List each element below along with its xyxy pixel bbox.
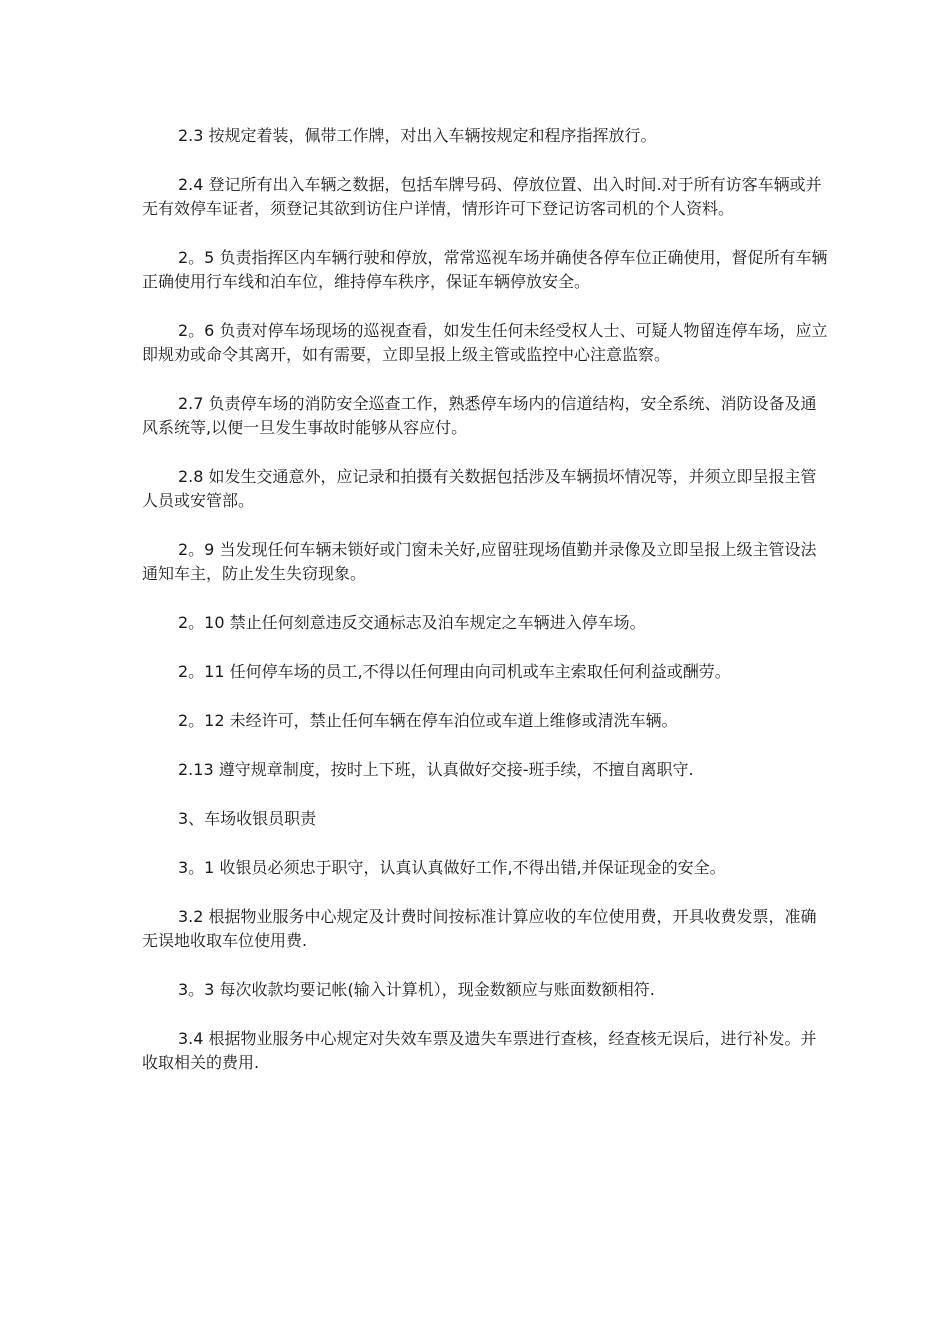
paragraph-2-10: 2。10 禁止任何刻意违反交通标志及泊车规定之车辆进入停车场。 bbox=[178, 613, 646, 632]
paragraph-3-2: 3.2 根据物业服务中心规定及计费时间按标准计算应收的车位使用费，开具收费发票，准确无误地收取车位使用费. bbox=[142, 907, 817, 950]
paragraph-2-3: 2.3 按规定着装，佩带工作牌，对出入车辆按规定和程序指挥放行。 bbox=[178, 126, 657, 145]
document-body bbox=[142, 124, 830, 1100]
paragraph-2-4: 2.4 登记所有出入车辆之数据，包括车牌号码、停放位置、出入时间.对于所有访客车辆或并无有效停车证者，须登记其欲到访住户详情，情形许可下登记访客司机的个人资料。 bbox=[142, 175, 822, 218]
paragraph-2-8: 2.8 如发生交通意外，应记录和拍摄有关数据包括涉及车辆损坏情况等，并须立即呈报主管人员或安管部。 bbox=[142, 467, 817, 510]
paragraph-2-9: 2。9 当发现任何车辆未锁好或门窗未关好,应留驻现场值勤并录像及立即呈报上级主管设法通知车主，防止发生失窃现象。 bbox=[142, 540, 817, 583]
paragraph-3-4: 3.4 根据物业服务中心规定对失效车票及遗失车票进行查核，经查核无误后，进行补发。并收取相关的费用. bbox=[142, 1029, 817, 1072]
paragraph-3-3: 3。3 每次收款均要记帐(输入计算机），现金数额应与账面数额相符. bbox=[178, 980, 655, 999]
paragraph-2-5: 2。5 负责指挥区内车辆行驶和停放，常常巡视车场并确使各停车位正确使用，督促所有车辆正确使用行车线和泊车位，维持停车秩序，保证车辆停放安全。 bbox=[142, 248, 828, 291]
paragraph-2-11: 2。11 任何停车场的员工,不得以任何理由向司机或车主索取任何利益或酬劳。 bbox=[178, 662, 731, 681]
paragraph-2-6: 2。6 负责对停车场现场的巡视查看，如发生任何未经受权人士、可疑人物留连停车场，应立即规劝或命令其离开，如有需要，立即呈报上级主管或监控中心注意监察。 bbox=[142, 321, 828, 364]
paragraph-2-7: 2.7 负责停车场的消防安全巡查工作，熟悉停车场内的信道结构，安全系统、消防设备及通风系统等,以便一旦发生事故时能够从容应付。 bbox=[142, 394, 817, 437]
paragraph-2-12: 2。12 未经许可，禁止任何车辆在停车泊位或车道上维修或清洗车辆。 bbox=[178, 711, 678, 730]
section-heading-cashier-duties: 3、车场收银员职责 bbox=[178, 809, 317, 828]
paragraph-3-1: 3。1 收银员必须忠于职守，认真认真做好工作,不得出错,并保证现金的安全。 bbox=[178, 858, 726, 877]
paragraph-2-13: 2.13 遵守规章制度，按时上下班，认真做好交接-班手续，不擅自离职守. bbox=[178, 760, 694, 779]
